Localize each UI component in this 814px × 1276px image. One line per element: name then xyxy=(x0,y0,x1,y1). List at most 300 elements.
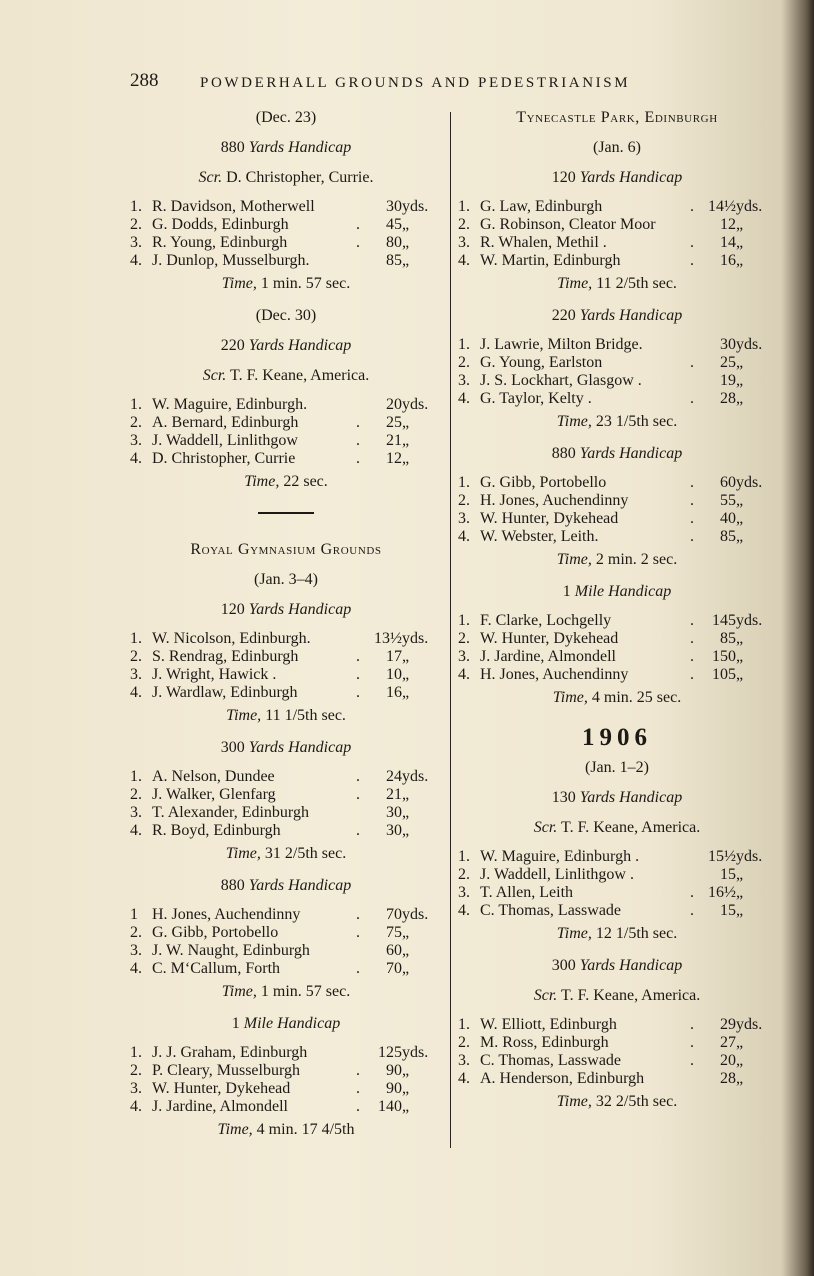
result-rank: 3. xyxy=(130,666,142,683)
result-leader: . xyxy=(690,492,694,509)
result-row xyxy=(458,848,776,866)
year-date: (Jan. 1–2) xyxy=(585,759,649,776)
scratch-prefix: Scr. xyxy=(533,987,558,1004)
result-leader: . xyxy=(356,666,360,683)
result-leader xyxy=(682,1070,702,1088)
result-unit: yds. xyxy=(736,848,763,865)
race-time xyxy=(458,550,776,570)
scratch-line xyxy=(130,168,442,188)
result-unit: yds. xyxy=(736,1016,763,1033)
result-leader xyxy=(348,942,368,960)
event-name: Yards Handicap xyxy=(579,789,683,806)
result-leader: . xyxy=(690,666,694,683)
race-time xyxy=(130,706,442,726)
result-rank: 4. xyxy=(130,684,142,701)
result-leader: . xyxy=(356,432,360,449)
result-name: J. Lawrie, Milton Bridge. xyxy=(480,336,643,353)
result-rank: 4. xyxy=(130,822,142,839)
result-row xyxy=(458,216,776,234)
result-unit: „ xyxy=(736,630,744,647)
time-value: 4 min. 17 4/5th xyxy=(256,1121,355,1138)
result-leader xyxy=(348,804,368,822)
event-distance: 120 xyxy=(551,169,576,186)
result-rank: 3. xyxy=(130,1080,142,1097)
scratch-name: T. F. Keane, America. xyxy=(561,987,701,1004)
result-row xyxy=(458,630,776,648)
result-rank: 4. xyxy=(458,902,470,919)
event-name: Yards Handicap xyxy=(579,445,683,462)
page-number: 288 xyxy=(130,70,159,91)
race-block xyxy=(130,876,442,1002)
result-name: G. Young, Earlston xyxy=(480,354,603,371)
result-leader: . xyxy=(690,1016,694,1033)
result-leader: . xyxy=(356,960,360,977)
event-title xyxy=(458,956,776,976)
result-handicap: 55 xyxy=(720,492,736,509)
results-table xyxy=(130,1044,442,1116)
race-block xyxy=(130,1014,442,1140)
venue-date: (Jan. 3–4) xyxy=(254,571,318,588)
race-time xyxy=(458,924,776,944)
result-row xyxy=(458,510,776,528)
results-table xyxy=(130,396,442,468)
result-unit: „ xyxy=(402,960,410,977)
result-row xyxy=(458,474,776,492)
result-name: T. Allen, Leith xyxy=(480,884,574,901)
result-handicap: 45 xyxy=(386,216,402,233)
result-handicap: 21 xyxy=(386,786,402,803)
result-leader: . xyxy=(690,902,694,919)
time-label: Time, xyxy=(244,473,280,490)
result-rank: 1 xyxy=(130,906,138,923)
result-name: R. Boyd, Edinburgh xyxy=(152,822,281,839)
result-leader xyxy=(348,252,368,270)
result-row xyxy=(130,666,442,684)
result-unit: yds. xyxy=(402,768,429,785)
result-name: G. Taylor, Kelty . xyxy=(480,390,592,407)
event-distance: 880 xyxy=(551,445,576,462)
result-rank: 2. xyxy=(130,648,142,665)
results-table xyxy=(130,630,442,702)
result-unit: yds. xyxy=(736,474,763,491)
result-name: A. Henderson, Edinburgh xyxy=(480,1070,645,1087)
result-unit: „ xyxy=(402,234,410,251)
result-handicap: 30 xyxy=(386,198,402,215)
result-unit: „ xyxy=(736,372,744,389)
result-rank: 2. xyxy=(458,216,470,233)
scratch-name: T. F. Keane, America. xyxy=(230,367,370,384)
result-rank: 2. xyxy=(130,786,142,803)
result-leader xyxy=(682,848,702,866)
event-distance: 1 xyxy=(231,1015,240,1032)
result-unit: „ xyxy=(402,786,410,803)
result-handicap: 13½ xyxy=(374,630,402,647)
result-unit: „ xyxy=(736,648,744,665)
result-row xyxy=(130,1062,442,1080)
results-table xyxy=(458,198,776,270)
result-rank: 3. xyxy=(130,804,142,821)
result-name: J. S. Lockhart, Glasgow . xyxy=(480,372,642,389)
event-title xyxy=(458,582,776,602)
results-table xyxy=(130,906,442,978)
result-handicap: 28 xyxy=(720,390,736,407)
result-handicap: 30 xyxy=(386,804,402,821)
result-row xyxy=(458,234,776,252)
venue-heading: Tynecastle Park, Edinburgh xyxy=(516,109,718,126)
result-rank: 2. xyxy=(130,1062,142,1079)
results-table xyxy=(458,1016,776,1088)
result-leader: . xyxy=(356,822,360,839)
result-handicap: 90 xyxy=(386,1080,402,1097)
result-handicap: 15 xyxy=(720,902,736,919)
event-distance: 300 xyxy=(551,957,576,974)
result-row xyxy=(458,884,776,902)
result-row xyxy=(458,390,776,408)
result-row xyxy=(458,492,776,510)
event-name: Yards Handicap xyxy=(579,169,683,186)
time-value: 23 1/5th sec. xyxy=(595,413,678,430)
result-rank: 3. xyxy=(458,372,470,389)
result-unit: „ xyxy=(736,902,744,919)
result-leader xyxy=(348,1044,368,1062)
result-handicap: 80 xyxy=(386,234,402,251)
result-handicap: 60 xyxy=(720,474,736,491)
result-handicap: 12 xyxy=(386,450,402,467)
result-unit: yds. xyxy=(402,906,429,923)
result-name: W. Maguire, Edinburgh. xyxy=(152,396,308,413)
result-rank: 3. xyxy=(130,234,142,251)
result-name: J. Walker, Glenfarg xyxy=(152,786,276,803)
result-name: G. Law, Edinburgh xyxy=(480,198,603,215)
result-unit: „ xyxy=(736,492,744,509)
result-rank: 2. xyxy=(458,492,470,509)
result-unit: yds. xyxy=(736,198,763,215)
result-row xyxy=(130,804,442,822)
result-row xyxy=(458,354,776,372)
race-time xyxy=(458,1092,776,1112)
result-handicap: 75 xyxy=(386,924,402,941)
results-table xyxy=(130,768,442,840)
result-rank: 2. xyxy=(130,924,142,941)
result-handicap: 150 xyxy=(712,648,736,665)
result-leader: . xyxy=(356,906,360,923)
result-handicap: 90 xyxy=(386,1062,402,1079)
result-row xyxy=(130,768,442,786)
event-name: Yards Handicap xyxy=(579,307,683,324)
result-handicap: 16½ xyxy=(708,884,736,901)
result-name: M. Ross, Edinburgh xyxy=(480,1034,609,1051)
event-distance: 220 xyxy=(551,307,576,324)
result-row xyxy=(130,960,442,978)
result-name: H. Jones, Auchendinny xyxy=(480,666,629,683)
race-block xyxy=(458,956,776,1112)
event-name: Yards Handicap xyxy=(248,601,352,618)
event-name: Yards Handicap xyxy=(248,739,352,756)
result-row xyxy=(130,1044,442,1062)
result-rank: 4. xyxy=(458,252,470,269)
event-title xyxy=(458,444,776,464)
event-name: Yards Handicap xyxy=(579,957,683,974)
result-leader: . xyxy=(356,786,360,803)
result-leader: . xyxy=(690,884,694,901)
results-table xyxy=(130,198,442,270)
scratch-prefix: Scr. xyxy=(198,169,223,186)
result-rank: 1. xyxy=(458,336,470,353)
result-leader: . xyxy=(356,1062,360,1079)
result-unit: „ xyxy=(402,450,410,467)
time-label: Time, xyxy=(226,707,262,724)
event-title xyxy=(130,336,442,356)
time-value: 31 2/5th sec. xyxy=(264,845,347,862)
result-leader xyxy=(682,866,702,884)
result-unit: „ xyxy=(736,390,744,407)
result-row xyxy=(458,902,776,920)
result-unit: „ xyxy=(736,510,744,527)
time-label: Time, xyxy=(221,275,257,292)
result-leader: . xyxy=(356,414,360,431)
result-name: G. Dodds, Edinburgh xyxy=(152,216,289,233)
result-rank: 1. xyxy=(458,848,470,865)
result-name: J. J. Graham, Edinburgh xyxy=(152,1044,308,1061)
result-row xyxy=(130,1098,442,1116)
race-time xyxy=(458,274,776,294)
result-handicap: 125 xyxy=(378,1044,402,1061)
result-row xyxy=(130,414,442,432)
result-name: S. Rendrag, Edinburgh xyxy=(152,648,299,665)
result-unit: „ xyxy=(402,822,410,839)
result-leader xyxy=(348,396,368,414)
result-name: H. Jones, Auchendinny xyxy=(480,492,629,509)
result-row xyxy=(458,666,776,684)
result-unit: „ xyxy=(736,216,744,233)
venue-date: (Jan. 6) xyxy=(593,139,641,156)
result-row xyxy=(130,906,442,924)
event-title xyxy=(458,788,776,808)
result-row xyxy=(130,942,442,960)
result-leader: . xyxy=(356,234,360,251)
result-leader: . xyxy=(690,252,694,269)
result-unit: yds. xyxy=(736,612,763,629)
race-time xyxy=(130,982,442,1002)
result-row xyxy=(458,1016,776,1034)
time-label: Time, xyxy=(556,1093,592,1110)
race-date: (Dec. 23) xyxy=(255,109,317,126)
result-name: W. Hunter, Dykehead xyxy=(152,1080,291,1097)
time-label: Time, xyxy=(221,983,257,1000)
column-divider-rule xyxy=(450,112,451,1148)
result-unit: „ xyxy=(736,1052,744,1069)
result-handicap: 70 xyxy=(386,906,402,923)
result-handicap: 25 xyxy=(720,354,736,371)
result-row xyxy=(458,1052,776,1070)
result-leader: . xyxy=(690,510,694,527)
result-unit: yds. xyxy=(402,198,429,215)
result-name: G. Gibb, Portobello xyxy=(152,924,279,941)
result-unit: „ xyxy=(736,1070,744,1087)
result-handicap: 15½ xyxy=(708,848,736,865)
result-leader xyxy=(348,630,368,648)
result-unit: „ xyxy=(736,666,744,683)
result-row xyxy=(458,612,776,630)
result-handicap: 25 xyxy=(386,414,402,431)
race-time xyxy=(130,844,442,864)
result-handicap: 30 xyxy=(720,336,736,353)
result-name: C. M‘Callum, Forth xyxy=(152,960,281,977)
result-leader xyxy=(682,216,702,234)
result-rank: 1. xyxy=(458,1016,470,1033)
result-row xyxy=(130,684,442,702)
result-unit: „ xyxy=(402,684,410,701)
result-leader: . xyxy=(690,354,694,371)
event-title xyxy=(458,306,776,326)
result-name: W. Webster, Leith. xyxy=(480,528,599,545)
race-block xyxy=(130,306,442,492)
result-unit: yds. xyxy=(402,1044,429,1061)
result-leader: . xyxy=(356,924,360,941)
result-handicap: 12 xyxy=(720,216,736,233)
result-row xyxy=(130,822,442,840)
time-value: 11 2/5th sec. xyxy=(596,275,677,292)
result-handicap: 30 xyxy=(386,822,402,839)
result-leader: . xyxy=(356,648,360,665)
result-unit: yds. xyxy=(402,396,429,413)
results-table xyxy=(458,848,776,920)
result-unit: „ xyxy=(736,234,744,251)
result-name: H. Jones, Auchendinny xyxy=(152,906,301,923)
result-handicap: 28 xyxy=(720,1070,736,1087)
result-rank: 4. xyxy=(130,450,142,467)
result-unit: „ xyxy=(402,414,410,431)
result-row xyxy=(458,252,776,270)
result-row xyxy=(130,234,442,252)
result-name: J. Wright, Hawick . xyxy=(152,666,277,683)
result-rank: 4. xyxy=(130,960,142,977)
result-name: D. Christopher, Currie xyxy=(152,450,296,467)
result-leader: . xyxy=(356,450,360,467)
result-handicap: 10 xyxy=(386,666,402,683)
result-handicap: 85 xyxy=(720,528,736,545)
result-rank: 2. xyxy=(130,216,142,233)
result-rank: 4. xyxy=(458,1070,470,1087)
result-rank: 1. xyxy=(458,198,470,215)
result-rank: 4. xyxy=(458,390,470,407)
race-block xyxy=(130,600,442,726)
race-block xyxy=(458,306,776,432)
time-value: 4 min. 25 sec. xyxy=(591,689,682,706)
result-name: R. Davidson, Motherwell xyxy=(152,198,315,215)
result-unit: „ xyxy=(736,866,744,883)
event-distance: 880 xyxy=(220,877,245,894)
result-name: J. W. Naught, Edinburgh xyxy=(152,942,310,959)
result-name: J. Jardine, Almondell xyxy=(152,1098,288,1115)
result-row xyxy=(458,372,776,390)
right-column xyxy=(458,100,776,1124)
result-row xyxy=(130,630,442,648)
race-block xyxy=(130,738,442,864)
race-date: (Dec. 30) xyxy=(255,307,317,324)
result-unit: „ xyxy=(402,924,410,941)
result-handicap: 85 xyxy=(720,630,736,647)
result-leader: . xyxy=(690,474,694,491)
result-row xyxy=(130,786,442,804)
time-value: 2 min. 2 sec. xyxy=(595,551,678,568)
result-row xyxy=(458,528,776,546)
result-handicap: 20 xyxy=(386,396,402,413)
result-unit: „ xyxy=(736,528,744,545)
result-row xyxy=(130,198,442,216)
result-leader: . xyxy=(690,234,694,251)
result-name: R. Whalen, Methil . xyxy=(480,234,607,251)
result-handicap: 16 xyxy=(720,252,736,269)
result-rank: 1. xyxy=(130,768,142,785)
result-name: J. Wardlaw, Edinburgh xyxy=(152,684,298,701)
result-unit: „ xyxy=(402,1080,410,1097)
time-value: 1 min. 57 sec. xyxy=(260,275,351,292)
result-handicap: 19 xyxy=(720,372,736,389)
race-time xyxy=(458,688,776,708)
result-rank: 1. xyxy=(458,474,470,491)
result-rank: 1. xyxy=(130,198,142,215)
scratch-name: T. F. Keane, America. xyxy=(561,819,701,836)
result-row xyxy=(458,336,776,354)
result-rank: 1. xyxy=(130,396,142,413)
result-handicap: 20 xyxy=(720,1052,736,1069)
result-handicap: 40 xyxy=(720,510,736,527)
result-row xyxy=(130,648,442,666)
result-leader: . xyxy=(356,768,360,785)
result-rank: 3. xyxy=(458,1052,470,1069)
result-unit: „ xyxy=(736,252,744,269)
time-label: Time, xyxy=(556,925,592,942)
result-name: J. Dunlop, Musselburgh. xyxy=(152,252,310,269)
time-label: Time, xyxy=(225,845,261,862)
result-rank: 3. xyxy=(458,884,470,901)
result-handicap: 14 xyxy=(720,234,736,251)
result-name: W. Elliott, Edinburgh xyxy=(480,1016,617,1033)
result-rank: 4. xyxy=(130,1098,142,1115)
scratch-prefix: Scr. xyxy=(202,367,227,384)
result-handicap: 21 xyxy=(386,432,402,449)
scratch-name: D. Christopher, Currie. xyxy=(226,169,374,186)
scratch-line xyxy=(458,818,776,838)
result-leader: . xyxy=(690,198,694,215)
result-row xyxy=(458,1070,776,1088)
result-handicap: 15 xyxy=(720,866,736,883)
race-time xyxy=(130,1120,442,1140)
scratch-line xyxy=(458,986,776,1006)
result-unit: „ xyxy=(402,252,410,269)
result-name: C. Thomas, Lasswade xyxy=(480,1052,622,1069)
result-rank: 4. xyxy=(458,666,470,683)
result-leader: . xyxy=(690,1034,694,1051)
time-value: 11 1/5th sec. xyxy=(265,707,346,724)
result-name: J. Waddell, Linlithgow xyxy=(152,432,298,449)
event-title xyxy=(130,138,442,158)
result-name: A. Bernard, Edinburgh xyxy=(152,414,299,431)
result-handicap: 17 xyxy=(386,648,402,665)
result-unit: „ xyxy=(402,942,410,959)
event-distance: 300 xyxy=(220,739,245,756)
result-name: W. Hunter, Dykehead xyxy=(480,630,619,647)
result-rank: 2. xyxy=(458,1034,470,1051)
result-leader: . xyxy=(690,528,694,545)
result-name: J. Waddell, Linlithgow . xyxy=(480,866,634,883)
result-name: G. Gibb, Portobello xyxy=(480,474,607,491)
result-name: R. Young, Edinburgh xyxy=(152,234,288,251)
left-column xyxy=(130,100,442,1152)
event-title xyxy=(130,600,442,620)
result-row xyxy=(130,1080,442,1098)
